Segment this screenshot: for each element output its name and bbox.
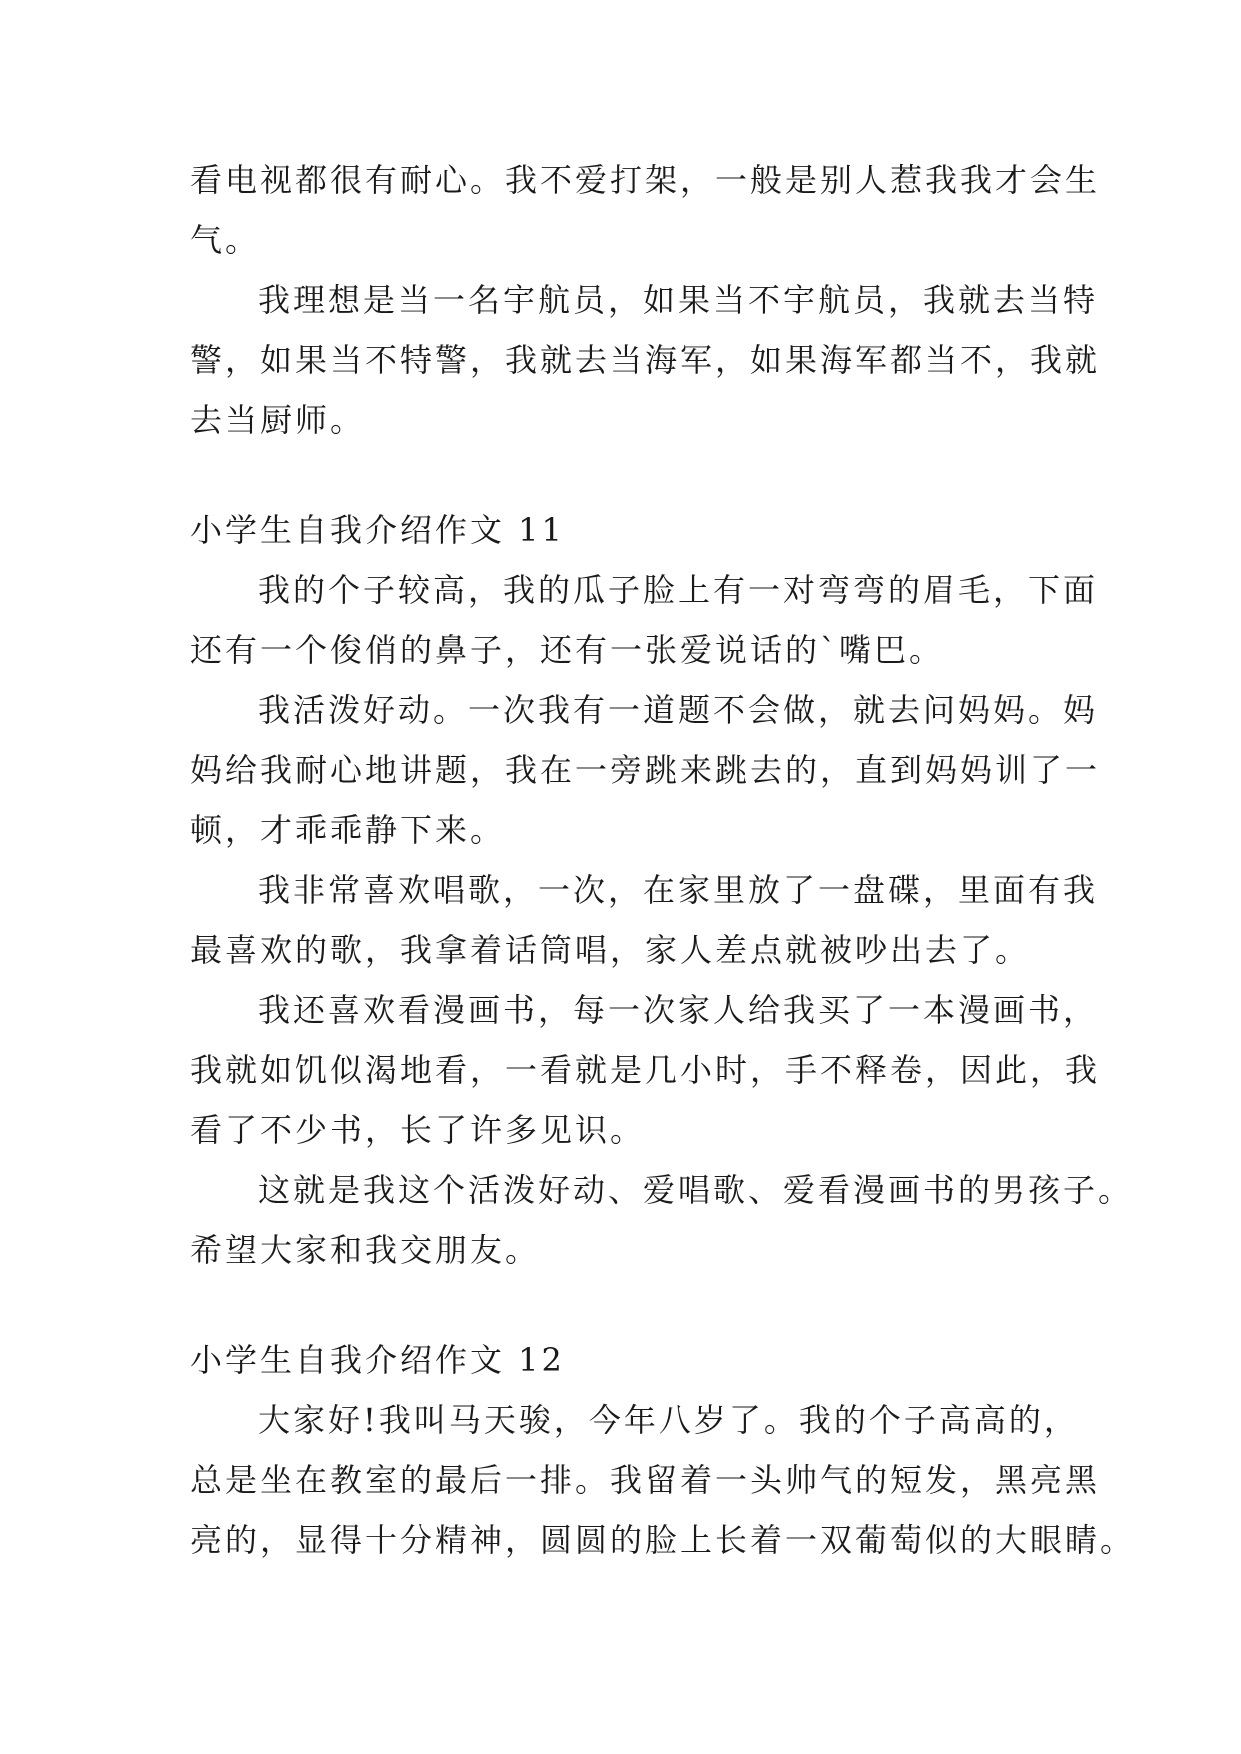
paragraph: [190, 560, 1099, 680]
section-gap: [190, 1280, 1062, 1330]
text-line: 我就如饥似渴地看，一看就是几小时，手不释卷，因此，我: [190, 1051, 1101, 1089]
paragraph: [190, 860, 1099, 980]
paragraph: [190, 1160, 1134, 1280]
text-line: 去当厨师。: [190, 401, 366, 439]
text-line: 还有一个俊俏的鼻子，还有一张爱说话的`嘴巴。: [190, 631, 945, 669]
text-line: 总是坐在教室的最后一排。我留着一头帅气的短发，黑亮黑: [190, 1461, 1101, 1499]
paragraph: [190, 150, 1101, 270]
text-line: 我的个子较高，我的瓜子脸上有一对弯弯的眉毛，下面: [258, 571, 1099, 609]
text-line: 最喜欢的歌，我拿着话筒唱，家人差点就被吵出去了。: [190, 931, 1031, 969]
paragraph: [190, 270, 1101, 450]
section-heading: 小学生自我介绍作文 12: [190, 1341, 565, 1379]
text-line: 妈给我耐心地讲题，我在一旁跳来跳去的，直到妈妈训了一: [190, 751, 1101, 789]
text-line: 我还喜欢看漫画书，每一次家人给我买了一本漫画书，: [258, 991, 1099, 1029]
text-line: 看电视都很有耐心。我不爱打架，一般是别人惹我我才会生: [190, 161, 1101, 199]
text-line: 希望大家和我交朋友。: [190, 1231, 541, 1269]
text-line: 我理想是当一名宇航员，如果当不宇航员，我就去当特: [258, 281, 1099, 319]
text-line: 看了不少书，长了许多见识。: [190, 1111, 646, 1149]
text-line: 我活泼好动。一次我有一道题不会做，就去问妈妈。妈: [258, 691, 1099, 729]
document-page: [190, 150, 1136, 1570]
paragraph: [190, 980, 1101, 1160]
section-heading: 小学生自我介绍作文 11: [190, 511, 565, 549]
text-line: 大家好!我叫马天骏，今年八岁了。我的个子高高的，: [258, 1401, 1079, 1439]
paragraph: [190, 1390, 1136, 1570]
text-line: 警，如果当不特警，我就去当海军，如果海军都当不，我就: [190, 341, 1101, 379]
paragraph: [190, 680, 1101, 860]
text-line: 亮的，显得十分精神，圆圆的脸上长着一双葡萄似的大眼睛。: [190, 1521, 1136, 1559]
text-line: 气。: [190, 221, 261, 259]
text-line: 我非常喜欢唱歌，一次，在家里放了一盘碟，里面有我: [258, 871, 1099, 909]
text-line: 这就是我这个活泼好动、爱唱歌、爱看漫画书的男孩子。: [258, 1171, 1134, 1209]
section-gap: [190, 450, 1062, 500]
text-line: 顿，才乖乖静下来。: [190, 811, 506, 849]
